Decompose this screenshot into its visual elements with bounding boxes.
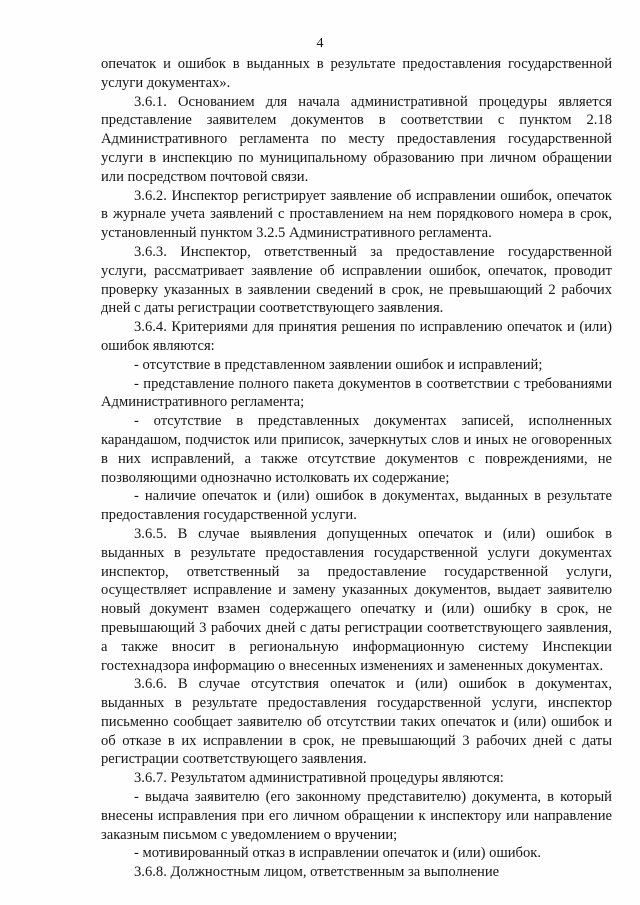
paragraph-3-6-3: 3.6.3. Инспектор, ответственный за предоставление государственной услуги, рассматривает заявление об исправлении ошибок, опечаток, проводит проверку указанных в заявлении сведений в срок, не превышающий 2 рабочих дней с даты регистрации соответствующего заявления. — [101, 243, 612, 317]
paragraph-3-6-2: 3.6.2. Инспектор регистрирует заявление об исправлении ошибок, опечаток в журнале учета заявлений с проставлением на нем порядкового номера в срок, установленный пунктом 3.2.5 Административного регламента. — [101, 187, 612, 242]
result-item: - мотивированный отказ в исправлении опечаток и (или) ошибок. — [134, 845, 541, 862]
criteria-item: - наличие опечаток и (или) ошибок в документах, выданных в результате предоставления государственной услуги. — [101, 488, 612, 524]
criteria-item: - отсутствие в представленном заявлении ошибок и исправлений; — [134, 356, 543, 373]
criteria-item: - представление полного пакета документов в соответствии с требованиями Административного регламента; — [101, 375, 612, 411]
paragraph-3-6-4: 3.6.4. Критериями для принятия решения по исправлению опечаток и (или) ошибок являются: — [101, 319, 612, 354]
paragraph-3-6-1: 3.6.1. Основанием для начала административной процедуры является представление заявителем документов в соответствии с пунктом 2.18 Административного регламента по месту предоставления государственной услуги в инспекцию по муниципальному образованию при личном обращении или посредством почтовой связи. — [101, 93, 612, 185]
page-number: 4 — [316, 36, 324, 51]
criteria-item: - отсутствие в представленных документах записей, исполненных карандашом, подчисток или приписок, зачеркнутых слов и иных не оговоренных в них исправлений, а также отсутствие документов с повреждениями, не позволяющими однозначно истолковать их содержание; — [101, 413, 612, 486]
result-item: - выдача заявителю (его законному представителю) документа, в который внесены исправления при его личном обращении к инспектору или направление заказным письмом с уведомлением о вручении; — [101, 789, 612, 843]
paragraph-3-6-7: 3.6.7. Результатом административной процедуры являются: — [134, 770, 504, 787]
document-body — [101, 55, 612, 882]
paragraph-3-6-6: 3.6.6. В случае отсутствия опечаток и (или) ошибок в документах, выданных в результате предоставления государственной услуги, инспектор письменно сообщает заявителю об отсутствии таких опечаток и (или) ошибок и об отказе в их исправлении в срок, не превышающий 3 рабочих дней с даты регистрации соответствующего заявления. — [101, 676, 612, 768]
paragraph-3-6-5: 3.6.5. В случае выявления допущенных опечаток и (или) ошибок в выданных в результате предоставления государственной услуги документах инспектор, ответственный за предоставление государственной услуги, осуществляет исправление и замену указанных документов, выдает заявителю новый документ взамен содержащего опечатку и (или) ошибку в срок, не превышающий 3 рабочих дней с даты регистрации соответствующего заявления, а также вносит в региональную информационную систему Инспекции гостехнадзора информацию о внесенных изменениях и замененных документах. — [101, 525, 612, 674]
paragraph-continuation: опечаток и ошибок в выданных в результате предоставления государственной услуги документах». — [101, 56, 612, 91]
paragraph-3-6-8: 3.6.8. Должностным лицом, ответственным за выполнение — [134, 864, 500, 881]
